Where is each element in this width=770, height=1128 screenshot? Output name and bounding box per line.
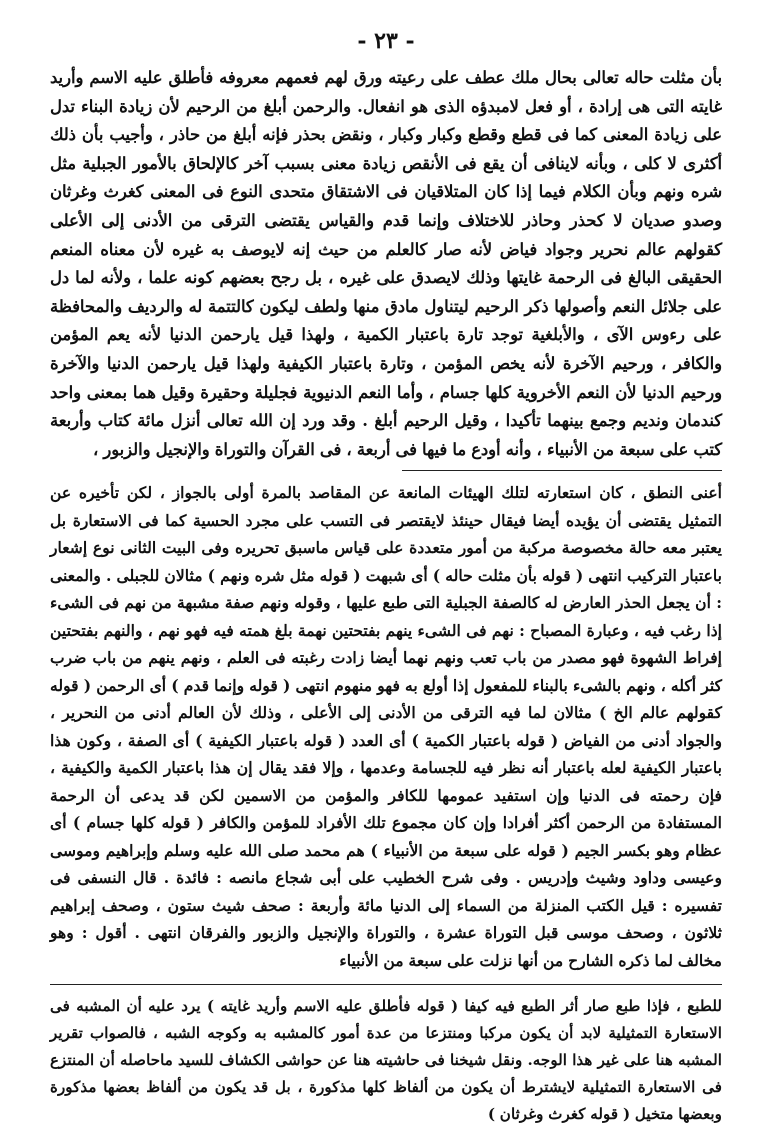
footnote-divider [402,470,722,471]
lower-footnote-divider [50,984,722,985]
lower-commentary-text: للطبع ، فإذا طبع صار أثر الطبع فيه كيفا ( قوله فأطلق عليه الاسم وأريد غايته ) يرد عليه أن المشبه فى الاستعارة التمثيلية لابد أن يكون مركبا ومنتزعا من عدة أمور كالمشبه به وكوجه الشبه ، فالصواب تقرير المشبه هنا على غير هذا الوجه. ونقل شيخنا فى حاشيته هنا عن حواشى الكشاف للسيد ماحاصله أن المنتزع فى الاستعارة التمثيلية لايشترط أن يكون من ألفاظ كلها مذكورة ، بل قد يكون من ألفاظ بعضها مذكورة وبعضها متخيل ( قوله كغرث وغرثان ) [50,997,722,1124]
document-page [50,28,722,1128]
commentary-text: أعنى النطق ، كان استعارته لتلك الهيئات المانعة عن المقاصد بالمرة أولى بالجواز ، لكن تأخيره عن التمثيل يقتضى أن يؤيده أيضا فيقال حينئذ لايقتصر فى التسب على مجرد الحسية كما فى الاستعارة بل يعتبر معه حالة مخصوصة مركبة من أمور متعددة على قياس ماسبق تحريره وفى البيت الثانى نوع إشعار باعتبار التركيب انتهى ( قوله بأن مثلت حاله ) أى شبهت ( قوله مثل شره ونهم ) مثالان للجبلى . والمعنى : أن يجعل الحذر العارض له كالصفة الجبلية التى طبع عليها ، وقوله ونهم صفة مشبهة من نهم فى الشىء إذا رغب فيه ، وعبارة المصباح : نهم فى الشىء ينهم بفتحتين نهمة بلغ همته فيه فهو نهم ، والنهم بفتحتين إفراط الشهوة فهو مصدر من باب تعب ونهم نهما أيضا زادت رغبته فى العلم ، ونهم ينهم من باب ضرب كثر أكله ، ونهم بالشىء بالبناء للمفعول إذا أولع به فهو منهوم انتهى ( قوله وإنما قدم ) أى الرحمن ( قوله كقولهم عالم الخ ) مثالان لما فيه الترقى من الأدنى إلى الأعلى ، وذلك لأن العالم أدنى من النحرير ، والجواد أدنى من الفياض ( قوله باعتبار الكمية ) أى العدد ( قوله باعتبار الكيفية ) أى الصفة ، وكون هذا باعتبار الكيفية لعله باعتبار أنه نظر فيه للجسامة وعدمها ، وإلا فقد يقال إن هذا باعتبار الكمية والكيفية ، فإن رحمته فى الدنيا وإن استفيد عمومها للكافر والمؤمن من الاسمين لكن قد يدعى أن الرحمة المستفادة من الرحمن أكثر أفرادا وإن كان مجموع تلك الأفراد للمؤمن والكافر ( قوله كلها جسام ) أى عظام وهو بكسر الجيم ( قوله على سبعة من الأنبياء ) هم محمد صلى الله عليه وسلم وإبراهيم وموسى وعيسى وداود وشيث وإدريس . وفى شرح الخطيب على أبى شجاع مانصه : فائدة . قال النسفى فى تفسيره : قيل الكتب المنزلة من السماء إلى الدنيا مائة وأربعة : صحف شيث ستون ، وصحف إبراهيم ثلاثون ، وصحف موسى قبل التوراة عشرة ، والتوراة والإنجيل والزبور والفرقان انتهى . أقول : وهو مخالف لما ذكره الشارح من أنها نزلت على سبعة من الأنبياء [50,483,722,970]
main-text: بأن مثلت حاله تعالى بحال ملك عطف على رعيته ورق لهم فعمهم معروفه فأطلق عليه الاسم وأريد غايته التى هى إرادة ، أو فعل لامبدؤه الذى هو انفعال. والرحمن أبلغ من الرحيم لأن زيادة البناء تدل على زيادة المعنى كما فى قطع وقطع وكبار وكبار ، ونقض بحذر فإنه أبلغ من حاذر ، وأجيب بأن ذلك أكثرى لا كلى ، وبأنه لاينافى أن يقع فى الأنقص زيادة معنى بسبب آخر كالإلحاق بالأمور الجبلية مثل شره ونهم وبأن الكلام فيما إذا كان المتلاقيان فى الاشتقاق متحدى النوع فى المعنى كغرث وغرثان وصدو صديان لا كحذر وحاذر للاختلاف وإنما قدم والقياس يقتضى الترقى من الأدنى إلى الأعلى كقولهم عالم نحرير وجواد فياض لأنه صار كالعلم من حيث إنه لايوصف به غيره لأن معناه المنعم الحقيقى البالغ فى الرحمة غايتها وذلك لايصدق على غيره ، بل رجح بعضهم كونه علما ، ولأنه لما دل على جلائل النعم وأصولها ذكر الرحيم ليتناول مادق منها ولطف ليكون كالتتمة له والرديف والمحافظة على رءوس الآى ، والأبلغية توجد تارة باعتبار الكمية ، ولهذا قيل يارحمن الدنيا لأنه يعم المؤمن والكافر ، ورحيم الآخرة لأنه يخص المؤمن ، وتارة باعتبار الكيفية ولهذا قيل يارحمن الدنيا والآخرة ورحيم الدنيا لأن النعم الأخروية كلها جسام ، وأما النعم الدنيوية فجليلة وحقيرة وقيل هما بمعنى واحد كندمان ونديم وجمع بينهما تأكيدا ، وقيل الرحيم أبلغ . وقد ورد إن الله تعالى أنزل مائة كتاب وأربعة كتب على سبعة من الأنبياء ، وأنه أودع ما فيها فى أربعة ، فى القرآن والتوراة والإنجيل والزبور ، [50,68,722,459]
page-number: - ٢٣ - [357,28,415,54]
